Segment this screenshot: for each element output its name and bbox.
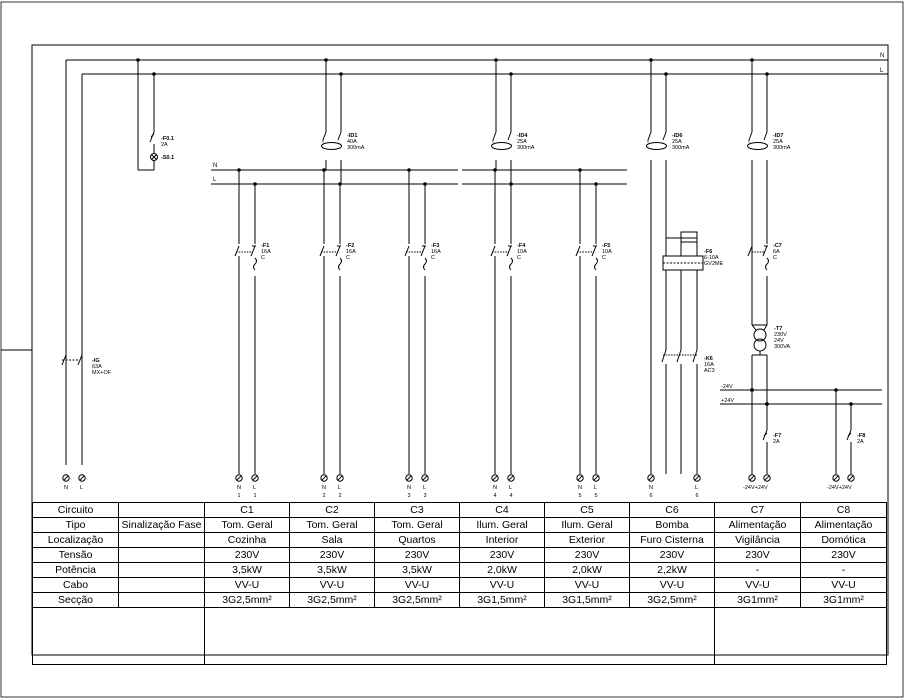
wire [677,350,681,362]
table-cell [119,548,205,563]
breaker-tag: -C7 [773,243,782,249]
table-cell: Cozinha [205,533,290,548]
terminal-label: N [649,485,653,491]
table-cell: 230V [290,548,375,563]
wire [421,246,425,256]
breaker-spec: 10A [602,249,612,255]
row-header-cell: Tensão [33,548,119,563]
terminal-number: 1 [237,493,241,499]
wire [405,246,409,256]
s01-tag: -S0.1 [161,155,175,161]
ig-tag: -IG [92,358,100,364]
terminal-label: N [64,485,68,491]
rcd-spec: 25A [773,139,783,145]
table-cell: 230V [801,548,887,563]
terminal-label: N [322,485,326,491]
wire [407,476,411,480]
circuit-group [63,60,865,499]
fuse-tag: -F7 [773,433,782,439]
junction-dot [649,58,653,62]
trip-curve [254,258,257,270]
wire [253,476,257,480]
terminal-number: 1 [253,493,257,499]
wire [648,132,651,140]
row-header-cell: Localização [33,533,119,548]
table-row [33,518,887,533]
terminal-number: 3 [423,493,427,499]
rcd-spec: 25A [672,139,682,145]
wire [493,132,496,140]
breaker-spec: C [602,255,606,261]
table-cell: VV-U [460,578,545,593]
f6-tag: -F6 [704,249,713,255]
junction-dot [136,58,140,62]
t7-spec: 230V [774,332,787,338]
table-cell: VV-U [630,578,715,593]
table-cell: Tom. Geral [290,518,375,533]
breaker-spec: C [431,255,435,261]
wire [508,132,511,140]
wire [748,246,752,256]
terminal-number: 5 [594,493,598,499]
main-busbars [66,53,888,465]
table-cell: VV-U [801,578,887,593]
table-cell: 2,0kW [460,563,545,578]
table-cell: 230V [630,548,715,563]
wire [649,476,653,480]
f01-tag: -F0.1 [161,136,174,142]
protector-aux [681,232,697,242]
wire [695,476,699,480]
wire [237,476,241,480]
rcd-tag: -ID4 [517,133,528,139]
table-cell: 3G1mm² [801,593,887,608]
table-cell: VV-U [715,578,801,593]
wire [578,476,582,480]
terminal-label: -24V+24V [827,485,852,491]
breaker-spec: 10A [517,249,527,255]
rcd-spec: 300mA [517,145,535,151]
table-cell: Sinalização Fase [119,518,205,533]
wire [235,246,239,256]
terminal-label: L [594,485,598,491]
terminal-number: 6 [649,493,653,499]
table-cell: 230V [715,548,801,563]
f01-spec: 2A [161,142,168,148]
t7-spec: 24V [774,338,784,344]
table-cell: C6 [630,503,715,518]
table-cell: Quartos [375,533,460,548]
rcd-spec: 25A [517,139,527,145]
table-cell: Domótica [801,533,887,548]
junction-dot [834,388,838,392]
t7-tag: -T7 [774,326,783,332]
main-switch-ig [62,355,112,376]
table-cell: Exterior [545,533,630,548]
table-cell: C2 [290,503,375,518]
breaker-tag: -F2 [346,243,355,249]
table-cell: 230V [545,548,630,563]
breaker-tag: -F3 [431,243,440,249]
wire [320,246,324,256]
breaker-spec: 6A [773,249,780,255]
trip-curve [510,258,513,270]
wire [336,246,340,256]
table-cell: 3,5kW [205,563,290,578]
table-cell: 3G2,5mm² [375,593,460,608]
trip-curve [595,258,598,270]
terminal-label: L [695,485,699,491]
table-cell: Sala [290,533,375,548]
table-cell: Ilum. Geral [545,518,630,533]
fuse-spec: 2A [773,439,780,445]
table-cell: 3G2,5mm² [205,593,290,608]
table-cell: VV-U [290,578,375,593]
table-cell [119,578,205,593]
junction-dot [152,72,156,76]
minus24-label: -24V [721,384,733,390]
wire [80,476,84,480]
terminal-number: 3 [407,493,411,499]
rcd-spec: 300mA [672,145,690,151]
wire [64,476,68,480]
sub-neutral-label: N [213,163,218,169]
junction-dot [664,72,668,76]
wire [594,476,598,480]
breaker-tag: -F5 [602,243,611,249]
table-cell: C4 [460,503,545,518]
wire [750,476,754,480]
wire [592,246,596,256]
terminal-number: 2 [322,493,326,499]
junction-dot [509,72,513,76]
rcd-core [322,143,342,150]
table-cell: Alimentação [715,518,801,533]
table-cell: 230V [375,548,460,563]
terminal-label: N [407,485,411,491]
terminal-number: 2 [338,493,342,499]
breaker-tag: -F1 [261,243,270,249]
table-cell: 3G1,5mm² [545,593,630,608]
junction-dot [578,168,582,172]
table-cell [119,593,205,608]
junction-dot [594,182,598,186]
breaker-tag: -F4 [517,243,526,249]
table-cell: VV-U [205,578,290,593]
breaker-spec: C [773,255,777,261]
table-row [33,578,887,593]
breaker-spec: C [261,255,265,261]
wire [576,246,580,256]
table-cell: 230V [460,548,545,563]
row-header-cell: Circuito [33,503,119,518]
rcd-spec: 300mA [773,145,791,151]
k6-spec: AC3 [704,368,715,374]
table-cell: Tom. Geral [375,518,460,533]
f6-spec: GV2ME [704,261,724,267]
ig-spec2: MX+OF [92,370,112,376]
table-cell: 3G2,5mm² [630,593,715,608]
table-cell: VV-U [545,578,630,593]
wire [763,246,767,256]
live-label: L [880,68,884,74]
table-cell: Ilum. Geral [460,518,545,533]
wire [323,132,326,140]
junction-dot [423,182,427,186]
terminal-label: N [578,485,582,491]
table-cell: 3G1mm² [715,593,801,608]
ig-spec1: 63A [92,364,102,370]
wire [752,325,756,330]
wire [509,476,513,480]
terminal-number: 5 [578,493,582,499]
table-cell: Interior [460,533,545,548]
wire [749,132,752,140]
junction-dot [322,168,326,172]
wire [338,476,342,480]
table-cell: - [801,563,887,578]
rcd-tag: -ID6 [672,133,683,139]
rcd-spec: 40A [347,139,357,145]
rcd-tag: -ID1 [347,133,358,139]
terminal-label: N [237,485,241,491]
motor-protector [663,256,703,270]
table-cell: 2,2kW [630,563,715,578]
wire [491,246,495,256]
empty-row [33,608,887,665]
wire [764,325,767,330]
plus24-label: +24V [721,398,734,404]
table-row [33,563,887,578]
junction-dot [849,402,853,406]
breaker-spec: 16A [346,249,356,255]
row-header-cell: Potência [33,563,119,578]
table-cell: Tom. Geral [205,518,290,533]
breaker-spec: 16A [261,249,271,255]
table-cell: - [715,563,801,578]
terminal-label: L [423,485,427,491]
wire [493,476,497,480]
trip-curve [424,258,427,270]
table-cell: C8 [801,503,887,518]
breaker-spec: C [517,255,521,261]
wire [322,476,326,480]
terminal-label: N [493,485,497,491]
table-cell [119,533,205,548]
trip-curve [339,258,342,270]
junction-dot [253,182,257,186]
table-row [33,548,887,563]
junction-dot [324,58,328,62]
table-cell: Furo Cisterna [630,533,715,548]
breaker-spec: 16A [431,249,441,255]
f6-spec: 6-10A [704,255,719,261]
table-cell: C5 [545,503,630,518]
sub-live-label: L [213,177,217,183]
rcd-core [647,143,667,150]
fuse-spec: 2A [857,439,864,445]
table-cell: 3G2,5mm² [290,593,375,608]
junction-dot [750,388,754,392]
wire [251,246,255,256]
terminal-label: L [80,485,84,491]
wire [765,476,769,480]
table-row [33,503,887,518]
rcd-tag: -ID7 [773,133,784,139]
table-row [33,593,887,608]
wire [663,132,666,140]
signal-branch [138,60,174,170]
sub-busbars [211,163,882,404]
terminal-number: 4 [493,493,497,499]
table-cell [119,563,205,578]
wire [507,246,511,256]
terminal-label: -24V+24V [743,485,768,491]
terminal-number: 4 [509,493,513,499]
table-cell: C3 [375,503,460,518]
row-header-cell: Tipo [33,518,119,533]
table-cell: 2,0kW [545,563,630,578]
table-cell: Vigilância [715,533,801,548]
wire [849,476,853,480]
junction-dot [750,58,754,62]
t7-spec: 300VA [774,344,791,350]
row-header-cell: Cabo [33,578,119,593]
wire [338,132,341,140]
breaker-spec: C [346,255,350,261]
table-cell: 3G1,5mm² [460,593,545,608]
wire [423,476,427,480]
junction-dot [237,168,241,172]
fuse-tag: -F8 [857,433,866,439]
rcd-core [492,143,512,150]
table-cell: 230V [205,548,290,563]
junction-dot [765,402,769,406]
table-cell: VV-U [375,578,460,593]
trip-curve [766,258,769,270]
junction-dot [509,182,513,186]
table-cell: 3,5kW [375,563,460,578]
circuit-table [32,502,887,665]
junction-dot [493,168,497,172]
rcd-core [748,143,768,150]
table-cell [119,503,205,518]
terminal-label: L [509,485,513,491]
wire [693,350,697,362]
table-cell: C7 [715,503,801,518]
row-header-cell: Secção [33,593,119,608]
neutral-label: N [880,53,885,59]
terminal-number: 6 [695,493,699,499]
wire [764,132,767,140]
table-cell: 3,5kW [290,563,375,578]
table-cell: C1 [205,503,290,518]
k6-tag: -K6 [704,356,713,362]
junction-dot [407,168,411,172]
junction-dot [338,182,342,186]
wire [662,350,666,362]
table-row [33,533,887,548]
terminal-label: L [253,485,257,491]
table-cell: Bomba [630,518,715,533]
wire [834,476,838,480]
terminal-label: L [338,485,342,491]
junction-dot [494,58,498,62]
rcd-spec: 300mA [347,145,365,151]
k6-spec: 16A [704,362,714,368]
junction-dot [339,72,343,76]
table-cell: Alimentação [801,518,887,533]
junction-dot [765,72,769,76]
